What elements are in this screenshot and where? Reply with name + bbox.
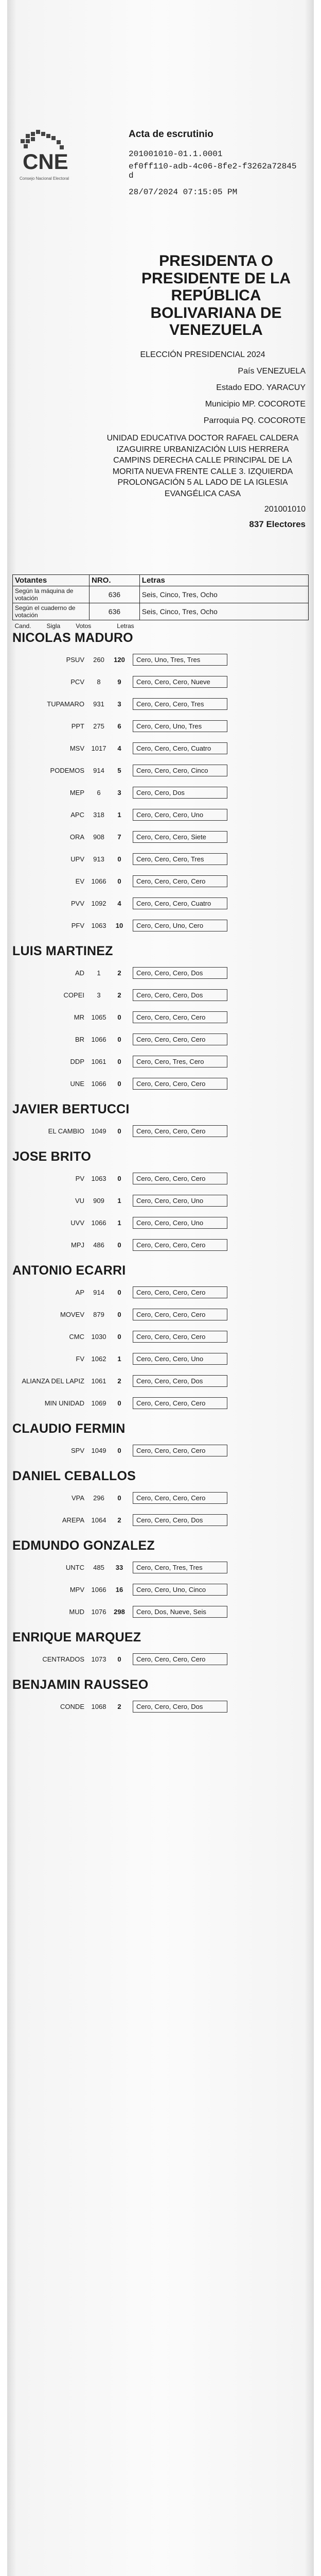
- party-code: 1092: [91, 900, 106, 907]
- party-row: [12, 826, 309, 848]
- parish: Parroquia PQ. COCOROTE: [203, 416, 306, 425]
- party-code: 1049: [91, 1447, 106, 1454]
- party-votes-words: Cero, Cero, Cero, Uno: [133, 1353, 227, 1365]
- party-row: [12, 1487, 309, 1509]
- party-votes: 16: [115, 1586, 123, 1594]
- party-row: [12, 1579, 309, 1601]
- voting-center: UNIDAD EDUCATIVA DOCTOR RAFAEL CALDERA IZAGUIRRE URBANIZACIÓN LUIS HERRERA CAMPINS DERECHA CALLE PRINCIPAL DE LA MORITA NUEVA FRENTE CALLE 3. IZQUIERDA PROLONGACIÓN 5 AL LADO DE LA IGLESIA EVANGÉLICA CASA: [106, 434, 299, 498]
- party-name: MPV: [69, 1586, 84, 1594]
- party-votes: 0: [117, 1399, 121, 1407]
- party-name: PCV: [70, 678, 84, 686]
- party-code: 1066: [91, 877, 106, 885]
- party-name: EV: [75, 877, 84, 885]
- party-row: [12, 1326, 309, 1348]
- row-notebook-words: Seis, Cinco, Tres, Ocho: [139, 603, 308, 620]
- acta-hash: ef0ff110-adb-4c06-8fe2-f3262a72845d: [129, 162, 297, 180]
- party-votes-words: Cero, Cero, Cero, Dos: [133, 1375, 227, 1387]
- country: País VENEZUELA: [238, 367, 306, 376]
- party-row: [12, 1281, 309, 1303]
- candidate-name: NICOLAS MADURO: [12, 631, 133, 645]
- party-name: UPV: [70, 855, 84, 863]
- party-row: [12, 737, 309, 759]
- party-votes: 1: [117, 1355, 121, 1363]
- party-name: UNE: [70, 1080, 84, 1088]
- party-row: [12, 1120, 309, 1142]
- party-votes-words: Cero, Cero, Dos: [133, 787, 227, 799]
- party-row: [12, 1167, 309, 1190]
- party-votes-words: Cero, Cero, Cero, Cinco: [133, 765, 227, 776]
- party-name: PFV: [71, 922, 84, 929]
- party-row: [12, 1212, 309, 1234]
- party-votes-words: Cero, Cero, Cero, Cero: [133, 1125, 227, 1137]
- party-code: 913: [93, 855, 104, 863]
- candidate-name: JAVIER BERTUCCI: [12, 1102, 130, 1116]
- party-votes: 3: [117, 789, 121, 796]
- party-row: [12, 962, 309, 984]
- party-code: 6: [97, 789, 101, 796]
- party-code: 318: [93, 811, 104, 819]
- candidate-name: ENRIQUE MARQUEZ: [12, 1630, 141, 1645]
- party-name: MPJ: [71, 1241, 84, 1249]
- party-votes-words: Cero, Cero, Cero, Dos: [133, 1701, 227, 1713]
- party-votes-words: Cero, Cero, Cero, Cero: [133, 1078, 227, 1090]
- party-votes: 1: [117, 1219, 121, 1227]
- party-votes: 0: [117, 1058, 121, 1065]
- party-code: 1073: [91, 1655, 106, 1663]
- party-name: PVV: [70, 900, 84, 907]
- party-row: [12, 1439, 309, 1462]
- cne-logo: [15, 129, 77, 185]
- candidate-name: JOSE BRITO: [12, 1149, 91, 1164]
- party-votes: 33: [115, 1564, 123, 1571]
- party-row: [12, 1601, 309, 1623]
- center-code: 201001010: [264, 504, 306, 514]
- party-votes-words: Cero, Cero, Cero, Cero: [133, 1033, 227, 1045]
- party-votes-words: Cero, Cero, Cero, Tres: [133, 853, 227, 865]
- candidate-name: DANIEL CEBALLOS: [12, 1469, 136, 1483]
- party-votes: 0: [117, 1241, 121, 1249]
- party-name: PODEMOS: [50, 767, 84, 774]
- party-votes-words: Cero, Cero, Cero, Siete: [133, 831, 227, 843]
- party-row: [12, 848, 309, 870]
- party-code: 275: [93, 722, 104, 730]
- sub-cand: Cand.: [14, 622, 31, 630]
- party-code: 1064: [91, 1516, 106, 1524]
- party-name: AD: [75, 969, 84, 977]
- party-name: PSUV: [66, 656, 84, 664]
- party-votes-words: Cero, Cero, Uno, Cero: [133, 920, 227, 931]
- party-code: 879: [93, 1311, 104, 1318]
- party-row: [12, 1370, 309, 1392]
- party-name: CMC: [69, 1333, 84, 1341]
- party-votes: 3: [117, 700, 121, 708]
- party-votes: 0: [117, 1036, 121, 1043]
- acta-timestamp: 28/07/2024 07:15:05 PM: [129, 188, 238, 197]
- party-votes-words: Cero, Cero, Uno, Tres: [133, 720, 227, 732]
- candidate-name: LUIS MARTINEZ: [12, 944, 113, 958]
- party-votes: 4: [117, 744, 121, 752]
- party-row: [12, 693, 309, 715]
- party-row: [12, 759, 309, 782]
- party-votes: 0: [117, 1175, 121, 1182]
- party-row: [12, 1392, 309, 1414]
- party-votes: 6: [117, 722, 121, 730]
- party-votes-words: Cero, Cero, Tres, Tres: [133, 1562, 227, 1573]
- party-votes-words: Cero, Cero, Uno, Cinco: [133, 1584, 227, 1596]
- party-code: 485: [93, 1564, 104, 1571]
- party-votes-words: Cero, Cero, Cero, Dos: [133, 989, 227, 1001]
- party-votes-words: Cero, Cero, Cero, Uno: [133, 1217, 227, 1229]
- party-row: [12, 804, 309, 826]
- party-code: 8: [97, 678, 101, 686]
- party-votes-words: Cero, Uno, Tres, Tres: [133, 654, 227, 666]
- party-code: 1066: [91, 1586, 106, 1594]
- party-votes: 2: [117, 969, 121, 977]
- party-votes-words: Cero, Cero, Tres, Cero: [133, 1056, 227, 1067]
- party-code: 1076: [91, 1608, 106, 1616]
- party-votes-words: Cero, Cero, Cero, Cuatro: [133, 742, 227, 754]
- party-name: CENTRADOS: [42, 1655, 84, 1663]
- party-votes-words: Cero, Cero, Cero, Cero: [133, 875, 227, 887]
- svg-text:CNE: CNE: [23, 149, 68, 174]
- party-row: [12, 649, 309, 671]
- logo-subtitle: Consejo Nacional Electoral: [20, 176, 69, 181]
- party-row: [12, 715, 309, 737]
- row-notebook-num: 636: [90, 603, 140, 620]
- party-name: TUPAMARO: [47, 700, 84, 708]
- party-name: UNTC: [65, 1564, 84, 1571]
- row-machine-num: 636: [90, 586, 140, 603]
- party-code: 1061: [91, 1058, 106, 1065]
- electors-count: 837 Electores: [249, 519, 306, 529]
- party-votes: 2: [117, 991, 121, 999]
- party-votes: 0: [117, 1080, 121, 1088]
- party-votes-words: Cero, Cero, Cero, Cero: [133, 1653, 227, 1665]
- party-row: [12, 984, 309, 1006]
- election-name: ELECCIÓN PRESIDENCIAL 2024: [140, 350, 265, 359]
- sub-sigla: Sigla: [46, 622, 61, 630]
- party-row: [12, 1234, 309, 1256]
- party-votes: 2: [117, 1377, 121, 1385]
- party-row: [12, 914, 309, 937]
- party-row: [12, 1303, 309, 1326]
- party-code: 1: [97, 969, 101, 977]
- party-votes-words: Cero, Cero, Cero, Cero: [133, 1331, 227, 1343]
- party-votes-words: Cero, Cero, Cero, Cero: [133, 1239, 227, 1251]
- party-code: 260: [93, 656, 104, 664]
- party-name: ORA: [69, 833, 84, 841]
- party-votes: 0: [117, 1289, 121, 1296]
- party-votes: 0: [117, 1447, 121, 1454]
- party-votes-words: Cero, Cero, Cero, Uno: [133, 809, 227, 821]
- party-votes: 4: [117, 900, 121, 907]
- party-name: CONDE: [60, 1703, 84, 1710]
- party-code: 1030: [91, 1333, 106, 1341]
- party-name: BR: [75, 1036, 84, 1043]
- party-votes: 0: [117, 1311, 121, 1318]
- party-code: 296: [93, 1494, 104, 1502]
- party-name: AP: [75, 1289, 84, 1296]
- party-row: [12, 1190, 309, 1212]
- party-votes-words: Cero, Cero, Cero, Cuatro: [133, 897, 227, 909]
- candidates-list: [12, 623, 309, 1718]
- candidate-name: EDMUNDO GONZALEZ: [12, 1538, 155, 1553]
- party-name: APC: [70, 811, 84, 819]
- party-row: [12, 1348, 309, 1370]
- party-row: [12, 1696, 309, 1718]
- acta-receipt: [7, 0, 314, 2576]
- row-notebook-label: Según el cuaderno de votación: [13, 603, 90, 620]
- party-votes-words: Cero, Cero, Cero, Tres: [133, 698, 227, 710]
- party-code: 1069: [91, 1399, 106, 1407]
- sub-votos: Votos: [76, 622, 92, 630]
- col-votantes: Votantes: [13, 575, 90, 586]
- party-votes-words: Cero, Cero, Cero, Cero: [133, 1286, 227, 1298]
- party-code: 914: [93, 767, 104, 774]
- party-votes-words: Cero, Cero, Cero, Nueve: [133, 676, 227, 688]
- party-name: FV: [76, 1355, 84, 1363]
- party-name: MR: [74, 1013, 84, 1021]
- party-name: MEP: [69, 789, 84, 796]
- party-row: [12, 782, 309, 804]
- party-row: [12, 1556, 309, 1579]
- party-code: 1065: [91, 1013, 106, 1021]
- party-name: VU: [75, 1197, 84, 1205]
- col-nro: NRO.: [90, 575, 140, 586]
- party-name: VPA: [71, 1494, 84, 1502]
- party-code: 1062: [91, 1355, 106, 1363]
- party-row: [12, 1050, 309, 1073]
- party-name: DDP: [70, 1058, 84, 1065]
- party-votes-words: Cero, Cero, Cero, Uno: [133, 1195, 227, 1207]
- party-code: 914: [93, 1289, 104, 1296]
- party-votes: 10: [115, 922, 123, 929]
- party-votes: 0: [117, 1494, 121, 1502]
- party-votes: 0: [117, 1013, 121, 1021]
- party-name: MUD: [69, 1608, 84, 1616]
- party-row: [12, 1028, 309, 1050]
- party-code: 908: [93, 833, 104, 841]
- party-name: MIN UNIDAD: [44, 1399, 84, 1407]
- party-name: ALIANZA DEL LAPIZ: [22, 1377, 84, 1385]
- party-name: PV: [75, 1175, 84, 1182]
- party-votes-words: Cero, Cero, Cero, Cero: [133, 1309, 227, 1320]
- party-votes-words: Cero, Cero, Cero, Cero: [133, 1445, 227, 1456]
- party-row: [12, 1073, 309, 1095]
- party-code: 1061: [91, 1377, 106, 1385]
- party-row: [12, 671, 309, 693]
- party-code: 931: [93, 700, 104, 708]
- candidate-name: BENJAMIN RAUSSEO: [12, 1677, 149, 1692]
- party-votes: 0: [117, 855, 121, 863]
- acta-header: [129, 129, 298, 200]
- party-code: 1049: [91, 1127, 106, 1135]
- party-votes-words: Cero, Cero, Cero, Cero: [133, 1492, 227, 1504]
- party-code: 1066: [91, 1080, 106, 1088]
- party-code: 3: [97, 991, 101, 999]
- party-votes: 0: [117, 1333, 121, 1341]
- party-name: COPEI: [63, 991, 84, 999]
- party-code: 1063: [91, 1175, 106, 1182]
- party-code: 909: [93, 1197, 104, 1205]
- election-info: [100, 350, 306, 535]
- party-code: 1063: [91, 922, 106, 929]
- state: Estado EDO. YARACUY: [216, 383, 306, 392]
- president-title: PRESIDENTA O PRESIDENTE DE LA REPÚBLICA BOLIVARIANA DE VENEZUELA: [141, 252, 291, 339]
- party-votes: 1: [117, 1197, 121, 1205]
- party-name: MOVEV: [60, 1311, 84, 1318]
- party-votes: 0: [117, 1127, 121, 1135]
- candidate-name: ANTONIO ECARRI: [12, 1263, 126, 1278]
- party-votes-words: Cero, Cero, Cero, Dos: [133, 1514, 227, 1526]
- party-code: 486: [93, 1241, 104, 1249]
- party-votes: 7: [117, 833, 121, 841]
- party-votes-words: Cero, Cero, Cero, Cero: [133, 1011, 227, 1023]
- col-letras: Letras: [139, 575, 308, 586]
- candidate-name: CLAUDIO FERMIN: [12, 1421, 126, 1436]
- row-machine-label: Según la máquina de votación: [13, 586, 90, 603]
- voters-table: [12, 574, 309, 631]
- party-code: 1017: [91, 744, 106, 752]
- party-votes: 0: [117, 877, 121, 885]
- party-name: AREPA: [62, 1516, 84, 1524]
- party-row: [12, 892, 309, 914]
- party-name: UVV: [70, 1219, 84, 1227]
- party-name: MSV: [69, 744, 84, 752]
- party-votes: 9: [117, 678, 121, 686]
- acta-code: 201001010-01.1.0001: [129, 149, 223, 159]
- municipality: Municipio MP. COCOROTE: [205, 400, 306, 409]
- party-name: SPV: [70, 1447, 84, 1454]
- party-name: EL CAMBIO: [48, 1127, 84, 1135]
- party-votes: 0: [117, 1655, 121, 1663]
- party-name: PPT: [71, 722, 84, 730]
- party-votes-words: Cero, Cero, Cero, Cero: [133, 1173, 227, 1184]
- row-machine-words: Seis, Cinco, Tres, Ocho: [139, 586, 308, 603]
- party-row: [12, 1509, 309, 1531]
- party-votes: 5: [117, 767, 121, 774]
- party-votes-words: Cero, Cero, Cero, Dos: [133, 967, 227, 979]
- party-row: [12, 1648, 309, 1670]
- party-votes: 120: [114, 656, 125, 664]
- party-votes: 298: [114, 1608, 125, 1616]
- party-votes: 2: [117, 1516, 121, 1524]
- party-code: 1066: [91, 1219, 106, 1227]
- acta-title: Acta de escrutinio: [129, 129, 213, 140]
- sub-letras: Letras: [117, 622, 134, 630]
- party-code: 1068: [91, 1703, 106, 1710]
- party-votes-words: Cero, Cero, Cero, Cero: [133, 1397, 227, 1409]
- party-row: [12, 1006, 309, 1028]
- party-row: [12, 870, 309, 892]
- party-votes: 2: [117, 1703, 121, 1710]
- party-code: 1066: [91, 1036, 106, 1043]
- party-votes-words: Cero, Dos, Nueve, Seis: [133, 1606, 227, 1618]
- party-votes: 1: [117, 811, 121, 819]
